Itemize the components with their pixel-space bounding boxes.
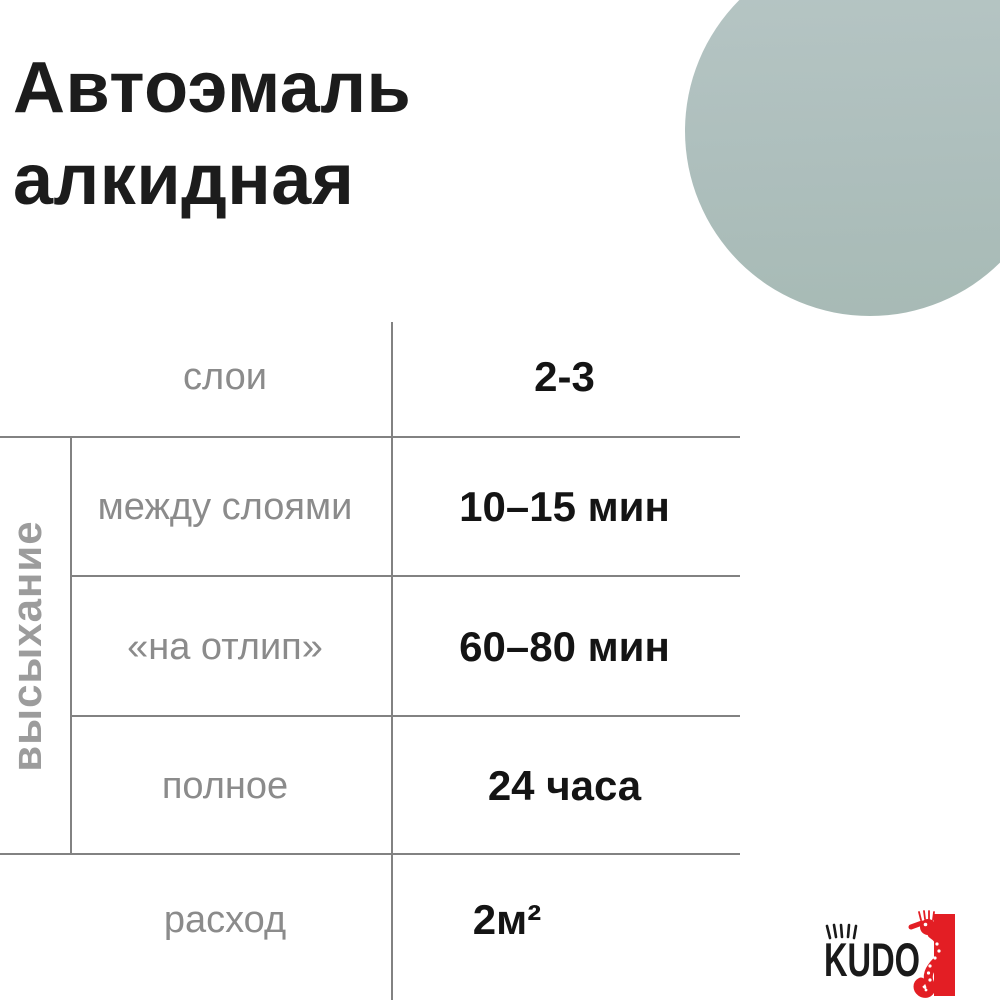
paint-color-circle	[685, 0, 1000, 316]
table-divider-4	[0, 853, 740, 855]
brand-wordmark: KUDO	[824, 933, 920, 986]
row-value-between-coats: 10–15 мин	[459, 483, 670, 530]
drying-group-label: высыхание	[3, 520, 50, 772]
table-divider-2	[71, 575, 740, 577]
product-title-line2: алкидная	[13, 140, 355, 220]
row-label-full-drying: полное	[161, 765, 289, 807]
kudo-logo	[812, 898, 972, 998]
row-label-coverage: расход	[163, 899, 287, 941]
product-title	[13, 42, 411, 226]
table-divider-3	[71, 715, 740, 717]
row-value-full-drying: 24 часа	[487, 762, 642, 809]
row-value-coverage: 2м²	[472, 896, 542, 943]
row-label-tack-free: «на отлип»	[127, 626, 323, 668]
table-divider-1	[0, 436, 740, 438]
row-value-layers: 2-3	[534, 353, 595, 400]
product-title-line1: Автоэмаль	[13, 48, 412, 128]
row-label-between-coats: между слоями	[97, 486, 353, 528]
row-label-layers: слои	[183, 356, 267, 398]
seahorse-spray-icon	[919, 911, 934, 920]
row-value-tack-free: 60–80 мин	[459, 623, 670, 670]
